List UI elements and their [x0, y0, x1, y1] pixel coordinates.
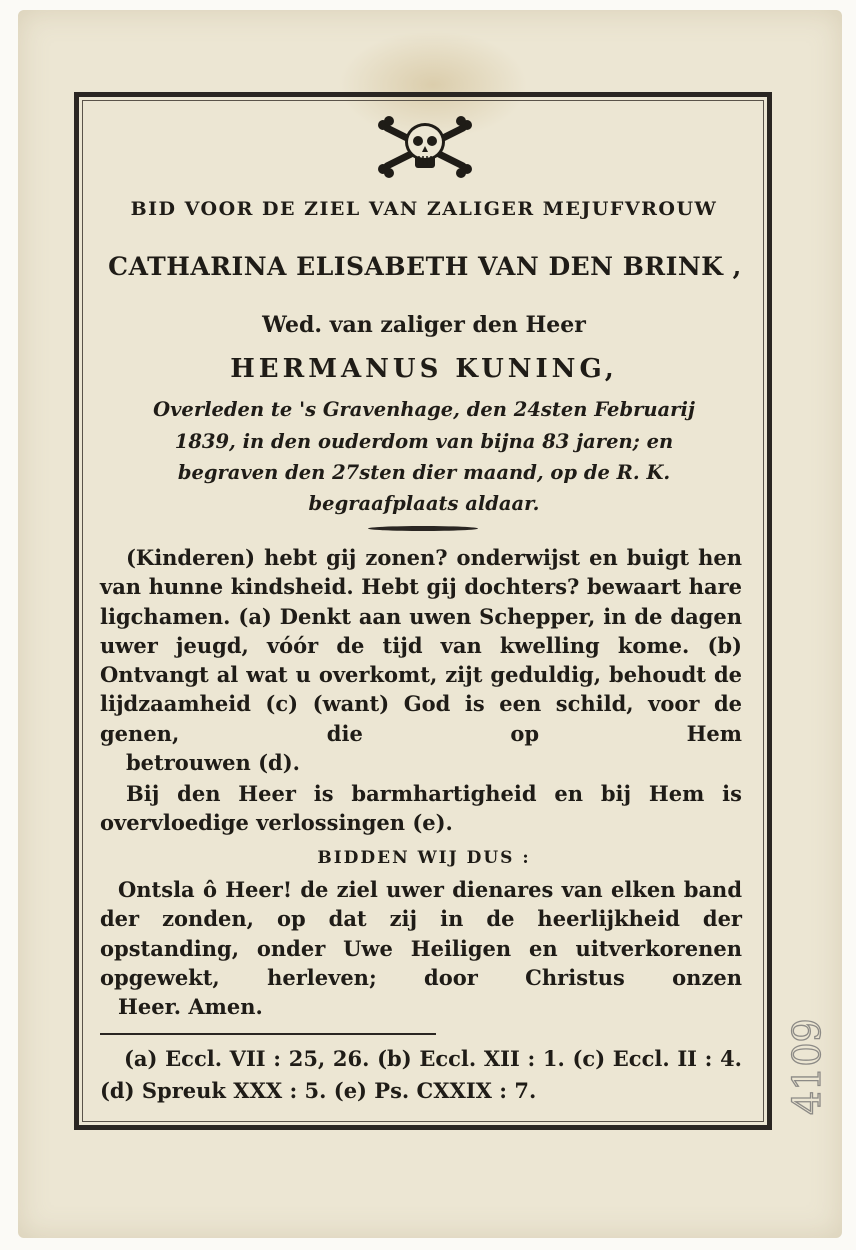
notes-divider [100, 1033, 436, 1035]
scripture-paragraph-2 [100, 779, 742, 838]
husband-name: HERMANUS KUNING, [230, 354, 618, 384]
widow-line: Wed. van zaliger den Heer [262, 312, 586, 338]
scripture-paragraph-1 [100, 543, 742, 777]
paragraph-2-end: overvloedige verlossingen (e). [100, 810, 453, 836]
deceased-name: CATHARINA ELISABETH VAN DEN BRINK , [108, 252, 742, 281]
death-line-2: 1839, in den ouderdom van bijna 83 jaren; en [174, 430, 674, 453]
prayer-end: Heer. Amen. [118, 994, 263, 1020]
prayer-heading: BIDDEN WIJ DUS : [317, 848, 531, 868]
scripture-references: (a) Eccl. VII : 25, 26. (b) Eccl. XII : 1. (c) Eccl. II : 4. (d) Spreuk XXX : 5. (e) Ps. CXXIX : 7. [100, 1046, 742, 1103]
ornamental-rule [368, 526, 478, 531]
handwritten-catalog-number [776, 1015, 836, 1120]
death-line-1: Overleden te 's Gravenhage, den 24sten Februarij [153, 398, 695, 421]
svg-text:4109: 4109 [785, 1018, 829, 1115]
paragraph-1-text: (Kinderen) hebt gij zonen? onderwijst en buigt hen van hunne kindsheid. Hebt gij dochters? bewaart hare ligchamen. (a) Denkt aan uwen Schepper, in de dagen uwer jeugd, vóór de tijd van kwelling kome. (b) Ontvangt al wat u overkomt, zijt geduldig, behoudt de lijdzaamheid (c) (want) God is een schild, voor de genen, die op Hem [100, 545, 742, 746]
paragraph-2-text: Bij den Heer is barmhartigheid en bij Hem is [126, 781, 742, 806]
prayer-paragraph [100, 875, 742, 1021]
prayer-text: Ontsla ô Heer! de ziel uwer dienares van elken band der zonden, op dat zij in de heerlijkheid der opstanding, onder Uwe Heiligen en uitverkorenen opgewekt, herleven; door Christus onzen [100, 877, 742, 990]
heading-prayer-line: BID VOOR DE ZIEL VAN ZALIGER MEJUFVROUW [130, 198, 718, 220]
skull-and-crossbones-icon [375, 116, 475, 178]
death-line-3: begraven den 27sten dier maand, op de R. K. [177, 461, 671, 484]
death-line-4: begraafplaats aldaar. [308, 492, 540, 515]
paragraph-1-end: betrouwen (d). [126, 750, 300, 776]
